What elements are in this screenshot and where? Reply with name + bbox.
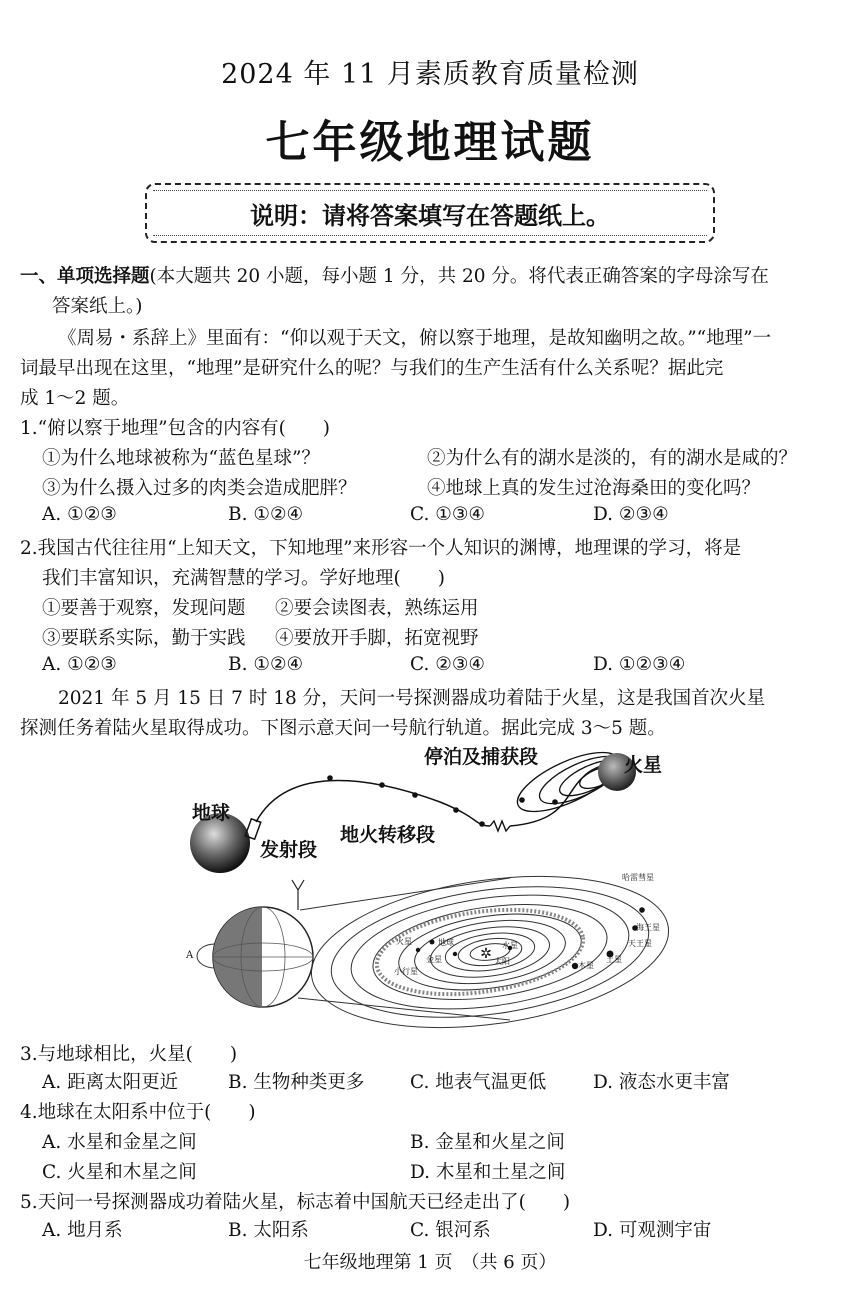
section-heading-line bbox=[20, 262, 769, 288]
label-venus: 金星 bbox=[426, 955, 442, 964]
q3-option-c: C. 地表气温更低 bbox=[410, 1072, 547, 1093]
q2-option-b: B. ①②④ bbox=[228, 654, 304, 675]
q2-option-d: D. ①②③④ bbox=[593, 654, 686, 675]
q1-option-a: A. ①②③ bbox=[42, 504, 117, 525]
label-transfer: 地火转移段 bbox=[340, 824, 436, 846]
label-sun: 太阳 bbox=[494, 957, 510, 966]
q5-option-d: D. 可观测宇宙 bbox=[593, 1220, 712, 1241]
probe-icon bbox=[245, 819, 261, 839]
label-earth: 地球 bbox=[192, 802, 231, 824]
q2-statement-3: ③要联系实际，勤于实践 bbox=[42, 628, 246, 649]
q1-statement-1: ①为什么地球被称为“蓝色星球”？ bbox=[42, 448, 320, 469]
q2-stem-line1: 2.我国古代往往用“上知天文，下知地理”来形容一个人知识的渊博，地理课的学习，将是 bbox=[20, 538, 742, 559]
q3-option-d: D. 液态水更丰富 bbox=[593, 1072, 730, 1093]
exam-title: 七年级地理试题 bbox=[265, 117, 595, 168]
q2-option-a: A. ①②③ bbox=[42, 654, 117, 675]
q1-statement-2: ②为什么有的湖水是淡的，有的湖水是咸的？ bbox=[427, 448, 798, 469]
q5-stem: 5.天问一号探测器成功着陆火星，标志着中国航天已经走出了( ) bbox=[20, 1192, 571, 1213]
q1-option-b: B. ①②④ bbox=[228, 504, 304, 525]
q3-option-b: B. 生物种类更多 bbox=[228, 1072, 365, 1093]
label-earth-small: 地球 bbox=[438, 938, 454, 947]
zoom-line-bottom bbox=[298, 998, 510, 1020]
label-capture: 停泊及捕获段 bbox=[424, 746, 539, 768]
axis-arrow-icon bbox=[292, 880, 304, 910]
label-uranus: 天王星 bbox=[628, 939, 652, 948]
q2-statement-4: ④要放开手脚，拓宽视野 bbox=[275, 628, 479, 649]
label-a: A bbox=[186, 950, 194, 961]
q4-option-c: C. 火星和木星之间 bbox=[42, 1162, 197, 1183]
q2-statement-2: ②要会读图表，熟练运用 bbox=[275, 598, 479, 619]
label-neptune: 海王星 bbox=[636, 923, 660, 932]
label-mars: 火星 bbox=[624, 754, 663, 776]
q5-option-b: B. 太阳系 bbox=[228, 1220, 309, 1241]
q1-option-c: C. ①③④ bbox=[410, 504, 486, 525]
passage2-line1: 2021 年 5 月 15 日 7 时 18 分，天问一号探测器成功着陆于火星，这是我国首次火星 bbox=[58, 688, 766, 709]
zoom-line-top bbox=[300, 878, 510, 910]
label-mars-small: 火星 bbox=[396, 937, 412, 946]
q5-option-c: C. 银河系 bbox=[410, 1220, 491, 1241]
passage1-line1: 《周易・系辞上》里面有：“仰以观于天文，俯以察于地理，是故知幽明之故。”“地理”一 bbox=[58, 328, 772, 349]
label-launch: 发射段 bbox=[260, 839, 318, 861]
orbit-correction-zigzag bbox=[490, 821, 510, 831]
q4-option-a: A. 水星和金星之间 bbox=[42, 1132, 197, 1153]
section-description: (本大题共 20 小题，每小题 1 分，共 20 分。将代表正确答案的字母涂写在 bbox=[149, 266, 769, 287]
label-halley-comet: 哈雷彗星 bbox=[622, 873, 654, 882]
q1-statement-4: ④地球上真的发生过沧海桑田的变化吗？ bbox=[427, 478, 761, 499]
q3-stem: 3.与地球相比，火星( ) bbox=[20, 1044, 238, 1065]
section-heading: 一、单项选择题 bbox=[20, 266, 150, 287]
q5-option-a: A. 地月系 bbox=[42, 1220, 123, 1241]
q1-option-d: D. ②③④ bbox=[593, 504, 669, 525]
instruction-text: 说明：请将答案填写在答题纸上。 bbox=[250, 202, 610, 230]
section-description-cont: 答案纸上。) bbox=[52, 296, 143, 317]
label-saturn: 土星 bbox=[606, 955, 622, 964]
q4-option-b: B. 金星和火星之间 bbox=[410, 1132, 565, 1153]
q2-option-c: C. ②③④ bbox=[410, 654, 486, 675]
label-jupiter: 木星 bbox=[578, 961, 594, 970]
label-mercury: 水星 bbox=[502, 941, 518, 950]
q2-statement-1: ①要善于观察，发现问题 bbox=[42, 598, 246, 619]
solar-system-figure bbox=[180, 870, 670, 1030]
q2-stem-line2: 我们丰富知识，充满智慧的学习。学好地理( ) bbox=[42, 568, 445, 589]
q1-stem: 1.“俯以察于地理”包含的内容有( ) bbox=[20, 418, 331, 439]
label-asteroid: 小行星 bbox=[394, 967, 418, 976]
sun-icon: ✲ bbox=[480, 946, 492, 962]
q4-option-d: D. 木星和土星之间 bbox=[410, 1162, 566, 1183]
q4-stem: 4.地球在太阳系中位于( ) bbox=[20, 1102, 256, 1123]
q3-option-a: A. 距离太阳更近 bbox=[42, 1072, 179, 1093]
passage2-line2: 探测任务着陆火星取得成功。下图示意天问一号航行轨道。据此完成 3～5 题。 bbox=[20, 718, 666, 739]
passage1-line2: 词最早出现在这里，“地理”是研究什么的呢？与我们的生产生活有什么关系呢？据此完 bbox=[20, 358, 724, 379]
exam-subtitle: 2024 年 11 月素质教育质量检测 bbox=[221, 59, 639, 90]
page-footer: 七年级地理第 1 页 （共 6 页） bbox=[303, 1252, 557, 1273]
q1-statement-3: ③为什么摄入过多的肉类会造成肥胖？ bbox=[42, 478, 357, 499]
passage1-line3: 成 1～2 题。 bbox=[20, 388, 130, 409]
